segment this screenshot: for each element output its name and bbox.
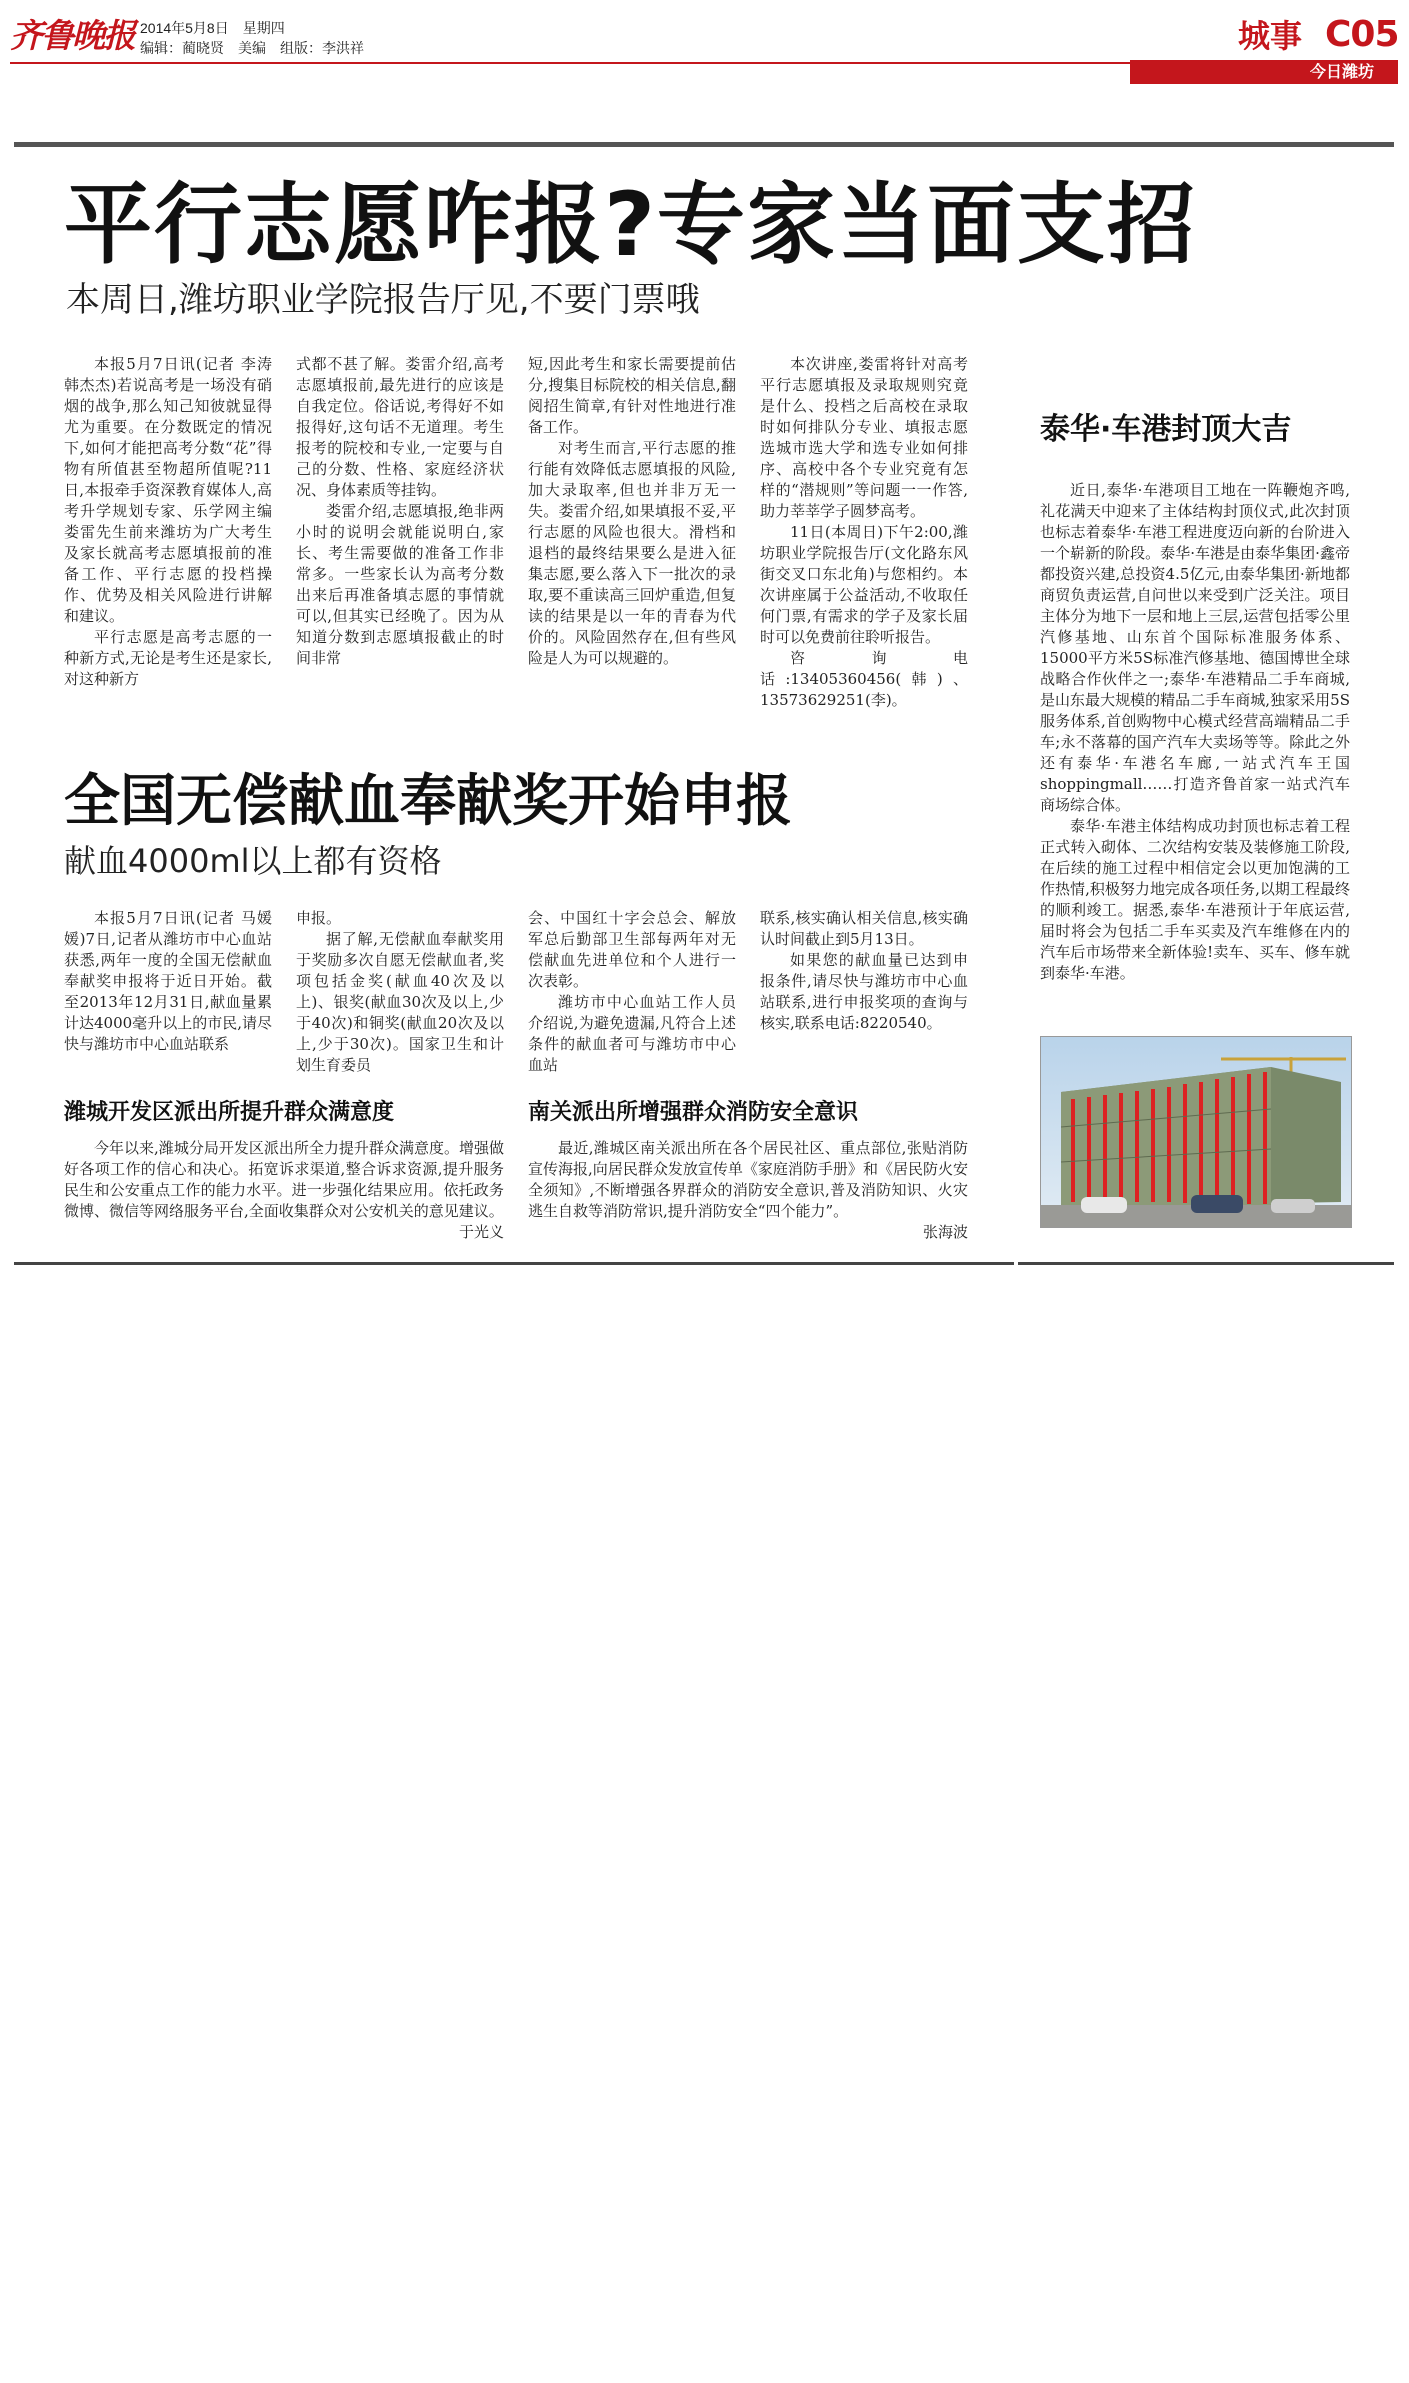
paragraph: 短,因此考生和家长需要提前估分,搜集目标院校的相关信息,翻阅招生简章,有针对性地进行准备工作。	[528, 355, 736, 436]
brief2-headline: 南关派出所增强群众消防安全意识	[528, 1100, 859, 1125]
page-number: C05	[1325, 14, 1399, 55]
paragraph: 近日,泰华·车港项目工地在一阵鞭炮齐鸣,礼花满天中迎来了主体结构封顶仪式,此次封顶也标志着泰华·车港工程进度迈向新的台阶进入一个崭新的阶段。泰华·车港是由泰华集团·鑫帝都投资兴建,总投资4.5亿元,由泰华集团·新地都商贸负责运营,自问世以来受到广泛关注。项目主体分为地下一层和地上三层,运营包括零公里汽修基地、山东首个国际标准服务体系、15000平方米5S标准汽修基地、德国博世全球战略合作伙伴之一;泰华·车港精品二手车商城,是山东最大规模的精品二手车商城,独家采用5S服务体系,首创购物中心模式经营高端精品二手车;永不落幕的国产汽车大卖场等等。除此之外还有泰华·车港名车廊,一站式汽车王国shoppingmall……打造齐鲁首家一站式汽车商场综合体。	[1040, 481, 1350, 814]
sidebar-headline: 泰华·车港封顶大吉	[1040, 412, 1292, 447]
story1-column-4	[760, 354, 968, 730]
paragraph: 会、中国红十字会总会、解放军总后勤部卫生部每两年对无偿献血先进单位和个人进行一次表彰。	[528, 909, 736, 990]
section-name: 城事	[1238, 17, 1303, 55]
bottom-divider-right	[1018, 1262, 1394, 1265]
story1-column-3	[528, 354, 736, 730]
paragraph: 如果您的献血量已达到申报条件,请尽快与潍坊市中心血站联系,进行申报奖项的查询与核实,联系电话:8220540。	[760, 951, 968, 1032]
paragraph: 娄雷介绍,志愿填报,绝非两小时的说明会就能说明白,家长、考生需要做的准备工作非常多。一些家长认为高考分数出来后再准备填志愿的事情就可以,但其实已经晚了。因为从知道分数到志愿填报截止的时间非常	[296, 502, 504, 667]
story1-headline: 平行志愿咋报?专家当面支招	[64, 173, 1198, 276]
bottom-divider-left	[14, 1262, 1014, 1265]
paragraph: 本次讲座,娄雷将针对高考平行志愿填报及录取规则究竟是什么、投档之后高校在录取时如何排队分专业、填报志愿选城市选大学和选专业如何排序、高校中各个专业究竟有怎样的“潜规则”等问题一一作答,助力莘莘学子圆梦高考。	[760, 355, 968, 520]
editors-line: 编辑：蔺晓贤 美编 组版：李洪祥	[140, 40, 364, 56]
story1-subheadline: 本周日,潍坊职业学院报告厅见,不要门票哦	[66, 280, 700, 320]
paragraph: 申报。	[296, 909, 342, 927]
story2-headline: 全国无偿献血奉献奖开始申报	[64, 769, 792, 834]
paragraph: 本报5月7日讯(记者 李涛 韩杰杰)若说高考是一场没有硝烟的战争,那么知己知彼就显得尤为重要。在分数既定的情况下,如何才能把高考分数“花”得物有所值甚至物超所值呢?11日,本报牵手资深教育媒体人,高考升学规划专家、乐学网主编娄雷先生前来潍坊为广大考生及家长就高考志愿填报前的准备工作、平行志愿的投档操作、优势及相关风险进行讲解和建议。	[64, 355, 272, 625]
story2-column-2	[296, 908, 504, 1074]
story1-column-1	[64, 354, 272, 730]
top-divider	[14, 142, 1394, 147]
story1-column-2	[296, 354, 504, 730]
construction-site-photo	[1040, 1036, 1352, 1228]
masthead-logo-text: 齐鲁晚报	[10, 16, 134, 55]
section-tab-label: 今日潍坊	[1309, 62, 1374, 81]
paragraph: 对考生而言,平行志愿的推行能有效降低志愿填报的风险,加大录取率,但也并非万无一失。娄雷介绍,如果填报不妥,平行志愿的风险也很大。滑档和退档的最终结果要么是进入征集志愿,要么落入下一批次的录取,要不重读高三回炉重造,但复读的结果是以一年的青春为代价的。风险固然存在,但有些风险是人为可以规避的。	[528, 439, 736, 667]
brief2-body	[528, 1138, 968, 1246]
paragraph: 联系,核实确认相关信息,核实确认时间截止到5月13日。	[760, 909, 968, 948]
paragraph: 潍坊市中心血站工作人员介绍说,为避免遗漏,凡符合上述条件的献血者可与潍坊市中心血站	[528, 993, 736, 1074]
header-meta	[140, 18, 364, 58]
byline: 于光义	[458, 1223, 504, 1241]
brief1-body	[64, 1138, 504, 1246]
header-rule	[10, 62, 1130, 64]
paragraph: 咨询电话:13405360456(韩)、13573629251(李)。	[760, 649, 968, 709]
story2-column-4	[760, 908, 968, 1074]
construction-site-image	[1041, 1037, 1351, 1227]
sidebar-body	[1040, 480, 1350, 1010]
paragraph: 泰华·车港主体结构成功封顶也标志着工程正式转入砌体、二次结构安装及装修施工阶段,在后续的施工过程中相信定会以更加饱满的工作热情,积极努力地完成各项任务,以期工程最终的顺利竣工。据悉,泰华·车港预计于年底运营,届时将会为包括二手车买卖及汽车维修在内的汽车后市场带来全新体验!卖车、买车、修车就到泰华·车港。	[1040, 817, 1350, 982]
paragraph: 本报5月7日讯(记者 马媛媛)7日,记者从潍坊市中心血站获悉,两年一度的全国无偿献血奉献奖申报将于近日开始。截至2013年12月31日,献血量累计达4000毫升以上的市民,请尽快与潍坊市中心血站联系	[64, 909, 272, 1053]
story2-subheadline: 献血4000ml以上都有资格	[64, 842, 442, 880]
paragraph: 今年以来,潍城分局开发区派出所全力提升群众满意度。增强做好各项工作的信心和决心。拓宽诉求渠道,整合诉求资源,提升服务民生和公安重点工作的能力水平。进一步强化结果应用。依托政务微博、微信等网络服务平台,全面收集群众对公安机关的意见建议。	[64, 1139, 504, 1220]
paragraph: 式都不甚了解。娄雷介绍,高考志愿填报前,最先进行的应该是自我定位。俗话说,考得好不如报得好,这句话不无道理。考生报考的院校和专业,一定要与自己的分数、性格、家庭经济状况、身体素质等挂钩。	[296, 355, 504, 499]
date-line: 2014年5月8日 星期四	[140, 20, 285, 36]
brief1-headline: 潍城开发区派出所提升群众满意度	[64, 1100, 395, 1125]
paragraph: 最近,潍城区南关派出所在各个居民社区、重点部位,张贴消防宣传海报,向居民群众发放宣传单《家庭消防手册》和《居民防火安全须知》,不断增强各界群众的消防安全意识,普及消防知识、火灾逃生自救等消防常识,提升消防安全“四个能力”。	[528, 1139, 968, 1220]
paragraph: 平行志愿是高考志愿的一种新方式,无论是考生还是家长,对这种新方	[64, 628, 272, 688]
story2-column-1	[64, 908, 272, 1074]
story2-column-3	[528, 908, 736, 1074]
section-tab	[1130, 60, 1398, 84]
masthead-logo	[10, 14, 134, 58]
paragraph: 11日(本周日)下午2:00,潍坊职业学院报告厅(文化路东风街交叉口东北角)与您相约。本次讲座属于公益活动,不收取任何门票,有需求的学子及家长届时可以免费前往聆听报告。	[760, 523, 968, 646]
paragraph: 据了解,无偿献血奉献奖用于奖励多次自愿无偿献血者,奖项包括金奖(献血40次及以上)、银奖(献血30次及以上,少于40次)和铜奖(献血20次及以上,少于30次)。国家卫生和计划生育委员	[296, 930, 504, 1074]
byline: 张海波	[922, 1223, 968, 1241]
